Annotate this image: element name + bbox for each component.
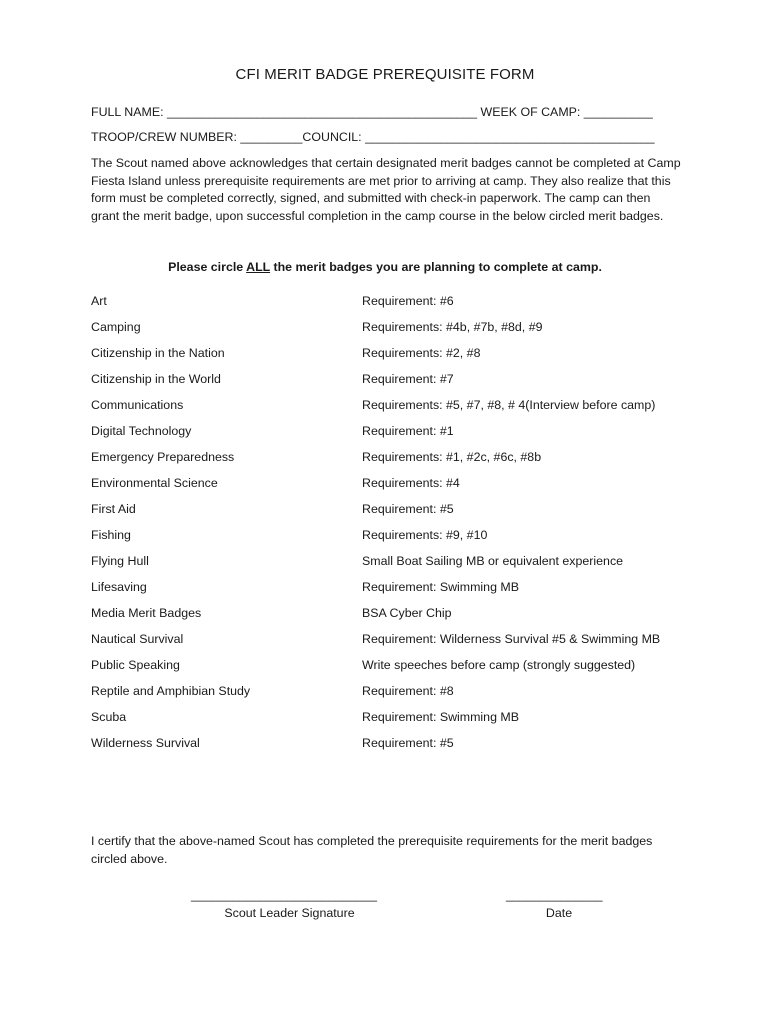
badge-name: Wilderness Survival (91, 736, 200, 750)
badge-row[interactable] (91, 346, 691, 372)
troop-number-field[interactable]: _________ (240, 130, 303, 144)
badge-name: Art (91, 294, 107, 308)
badge-row[interactable] (91, 450, 691, 476)
badge-name: Citizenship in the Nation (91, 346, 225, 360)
badge-name: First Aid (91, 502, 136, 516)
week-of-camp-field[interactable]: __________ (583, 105, 653, 119)
badge-requirement: Requirements: #4 (362, 476, 460, 490)
badge-name: Reptile and Amphibian Study (91, 684, 251, 698)
full-name-line (91, 105, 653, 119)
badge-row[interactable] (91, 476, 691, 502)
badge-name: Fishing (91, 528, 131, 542)
badge-name: Flying Hull (91, 554, 149, 568)
badge-row[interactable] (91, 554, 691, 580)
badge-requirement: Requirement: #8 (362, 684, 454, 698)
badge-row[interactable] (91, 580, 691, 606)
badge-name: Emergency Preparedness (91, 450, 235, 464)
troop-number-label: TROOP/CREW NUMBER: (91, 130, 241, 144)
badge-requirement: Requirements: #4b, #7b, #8d, #9 (362, 320, 543, 334)
circle-instruction-emphasis: ALL (246, 260, 271, 274)
badge-name: Environmental Science (91, 476, 218, 490)
badge-requirement: Requirement: Swimming MB (362, 710, 519, 724)
badge-row[interactable] (91, 658, 691, 684)
badge-row[interactable] (91, 424, 691, 450)
badge-row[interactable] (91, 398, 691, 424)
badge-row[interactable] (91, 294, 691, 320)
badge-requirement: Requirement: Swimming MB (362, 580, 519, 594)
badge-name: Lifesaving (91, 580, 147, 594)
circle-instruction-suffix: the merit badges you are planning to complete at camp. (270, 260, 602, 274)
badge-row[interactable] (91, 320, 691, 346)
badge-requirement: Requirement: #6 (362, 294, 454, 308)
council-field[interactable]: __________________________________________ (365, 130, 655, 144)
date-label: Date (545, 906, 573, 920)
certification-statement: I certify that the above-named Scout has completed the prerequisite requirements for the merit badges circled above. (91, 834, 653, 866)
badge-requirement: Requirements: #2, #8 (362, 346, 481, 360)
badge-requirement: Requirement: #1 (362, 424, 454, 438)
scout-leader-signature-label: Scout Leader Signature (224, 906, 355, 920)
badge-name: Citizenship in the World (91, 372, 221, 386)
badge-requirement: Write speeches before camp (strongly suggested) (362, 658, 636, 672)
badge-row[interactable] (91, 372, 691, 398)
scout-leader-signature-field[interactable]: ___________________________ (191, 888, 378, 902)
merit-badge-list (91, 294, 691, 762)
council-label: COUNCIL: (302, 130, 366, 144)
badge-name: Public Speaking (91, 658, 180, 672)
badge-name: Digital Technology (91, 424, 192, 438)
intro-paragraph: The Scout named above acknowledges that certain designated merit badges cannot be completed at Camp Fiesta Island unless prerequisite requirements are met prior to arriving at camp. They also realize that this form must be completed correctly, signed, and submitted with check-in paperwork. The camp can then grant the merit badge, upon successful completion in the camp course in the below circled merit badges. (91, 156, 681, 223)
badge-name: Media Merit Badges (91, 606, 202, 620)
badge-requirement: Requirement: #5 (362, 736, 454, 750)
badge-row[interactable] (91, 684, 691, 710)
badge-requirement: Small Boat Sailing MB or equivalent experience (362, 554, 624, 568)
badge-requirement: Requirement: #7 (362, 372, 454, 386)
badge-requirement: BSA Cyber Chip (362, 606, 452, 620)
circle-instruction-prefix: Please circle (168, 260, 247, 274)
badge-name: Scuba (91, 710, 127, 724)
badge-row[interactable] (91, 502, 691, 528)
date-field[interactable]: ______________ (506, 888, 603, 902)
badge-requirement: Requirements: #1, #2c, #6c, #8b (362, 450, 542, 464)
badge-row[interactable] (91, 710, 691, 736)
troop-council-line (91, 130, 655, 144)
badge-requirement: Requirement: Wilderness Survival #5 & Swimming MB (362, 632, 661, 646)
badge-row[interactable] (91, 736, 691, 762)
badge-requirement: Requirements: #9, #10 (362, 528, 488, 542)
badge-requirement: Requirement: #5 (362, 502, 454, 516)
full-name-field[interactable]: _____________________________________________ (166, 105, 478, 119)
badge-row[interactable] (91, 632, 691, 658)
full-name-label: FULL NAME: (91, 105, 167, 119)
form-title: CFI MERIT BADGE PREREQUISITE FORM (235, 66, 535, 83)
badge-name: Nautical Survival (91, 632, 184, 646)
badge-row[interactable] (91, 606, 691, 632)
badge-requirement: Requirements: #5, #7, #8, # 4(Interview before camp) (362, 398, 656, 412)
badge-name: Camping (91, 320, 141, 334)
week-of-camp-label: WEEK OF CAMP: (477, 105, 584, 119)
badge-name: Communications (91, 398, 184, 412)
circle-instruction (0, 260, 770, 274)
badge-row[interactable] (91, 528, 691, 554)
